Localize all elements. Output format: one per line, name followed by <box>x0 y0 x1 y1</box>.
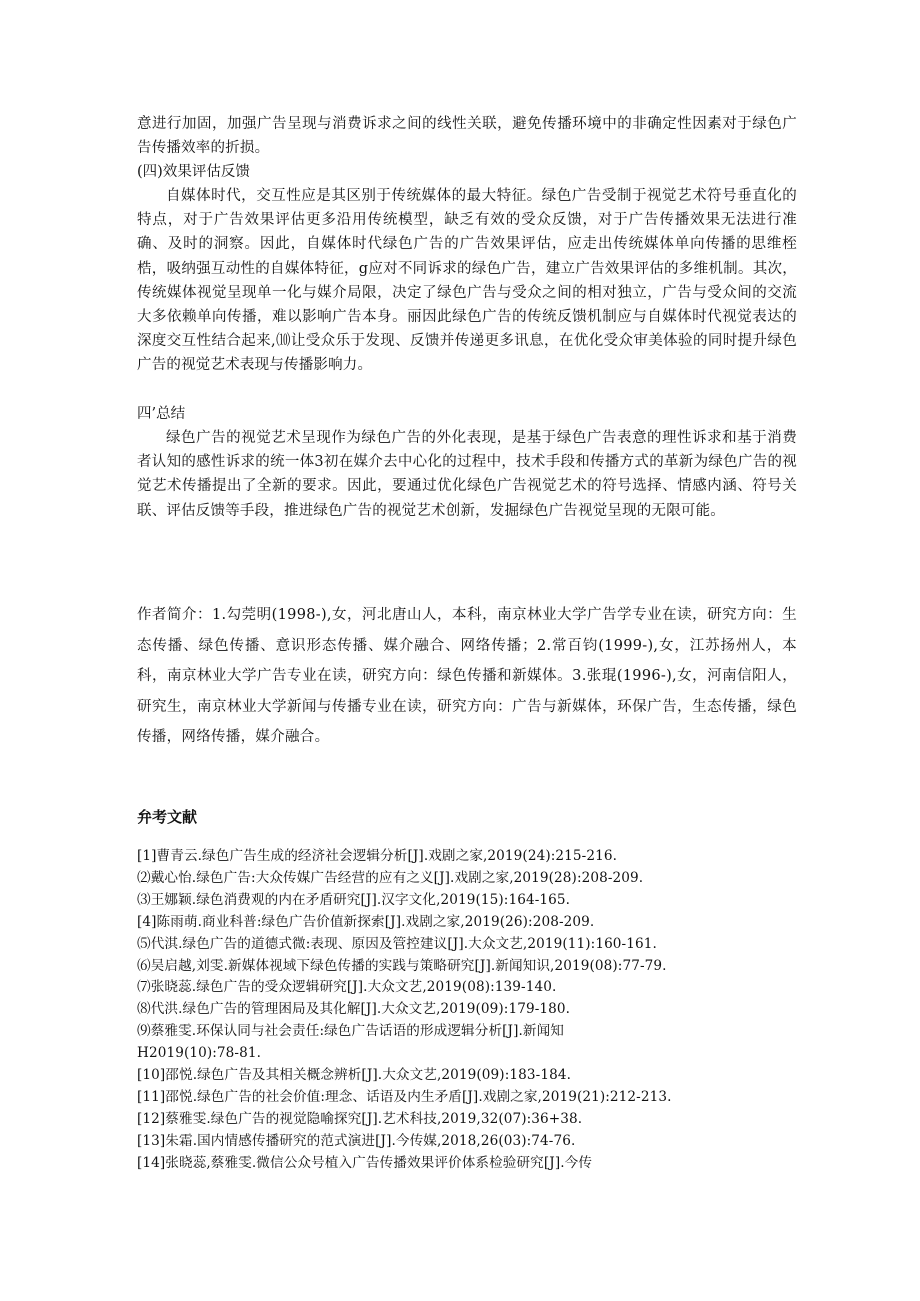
subsection-heading-effect-evaluation: (四)效果评估反馈 <box>137 164 250 180</box>
section-heading-summary: 四’总结 <box>137 406 186 422</box>
reference-item: H2019(10):78-81. <box>137 1045 262 1062</box>
author-introduction: 作者简介：1.勾莞明(1998-),女，河北唐山人，本科，南京林业大学广告学专业在读，研究方向：生态传播、绿色传播、意识形态传播、媒介融合、网络传播；2.常百钧(1999-),女，江苏扬州人，本科，南京林业大学广告专业在读，研究方向：绿色传播和新媒体。3.张琨(1996-),女，河南信阳人，研究生，南京林业大学新闻与传播专业在读，研究方向：广告与新媒体，环保广告，生态传播，绿色传播，网络传播，媒介融合。 <box>137 607 797 745</box>
reference-item: [4]陈雨萌.商业科普:绿色广告价值新探索[J].戏剧之家,2019(26):208-209. <box>137 913 595 930</box>
reference-item: [14]张晓蕊,蔡雅雯.微信公众号植入广告传播效果评价体系检验研究[J].今传 <box>137 1154 593 1171</box>
reference-item: ⑼蔡雅雯.环保认同与社会责任:绿色广告话语的形成逻辑分析[J].新闻知 <box>137 1023 564 1040</box>
reference-item: ⑶王娜颖.绿色消费观的内在矛盾研究[J].汉字文化,2019(15):164-165. <box>137 891 571 908</box>
reference-list <box>137 846 817 1175</box>
section3-continuation: 意进行加固，加强广告呈现与消费诉求之间的线性关联，避免传播环境中的非确定性因素对于绿色广告传播效率的折损。 <box>137 116 797 157</box>
reference-item: ⑸代淇.绿色广告的道德式微:表现、原因及管控建议[J].大众文艺,2019(11):160-161. <box>137 935 657 952</box>
summary-paragraph: 绿色广告的视觉艺术呈现作为绿色广告的外化表现，是基于绿色广告表意的理性诉求和基于消费者认知的感性诉求的统一体3初在媒介去中心化的过程中，技术手段和传播方式的革新为绿色广告的视觉艺术传播提出了全新的要求。因此，要通过优化绿色广告视觉艺术的符号选择、情感内涵、符号关联、评估反馈等手段，推进绿色广告的视觉艺术创新，发掘绿色广告视觉呈现的无限可能。 <box>137 430 797 519</box>
reference-item: ⑵戴心怡.绿色广告:大众传媒广告经营的应有之义[J].戏剧之家,2019(28):208-209. <box>137 869 644 886</box>
reference-item: ⑹吴启越,刘雯.新媒体视域下绿色传播的实践与策略研究[J].新闻知识,2019(08):77-79. <box>137 957 667 974</box>
reference-item: [1]曹青云.绿色广告生成的经济社会逻辑分析[J].戏剧之家,2019(24):215-216. <box>137 848 618 864</box>
reference-item: [12]蔡雅雯.绿色广告的视觉隐喻探究[J].艺术科技,2019,32(07):36+38. <box>137 1110 583 1127</box>
reference-item: ⑻代洪.绿色广告的管理困局及其化解[J].大众文艺,2019(09):179-180. <box>137 1001 571 1018</box>
reference-item: [13]朱霜.国内情感传播研究的范式演进[J].今传媒,2018,26(03):74-76. <box>137 1132 576 1149</box>
reference-item: ⑺张晓蕊.绿色广告的受众逻辑研究[J].大众文艺,2019(08):139-140. <box>137 979 557 996</box>
effect-evaluation-paragraph: 自媒体时代，交互性应是其区别于传统媒体的最大特征。绿色广告受制于视觉艺术符号垂直化的特点，对于广告效果评估更多沿用传统模型，缺乏有效的受众反馈，对于广告传播效果无法进行准确、及时的洞察。因此，自媒体时代绿色广告的广告效果评估，应走出传统媒体单向传播的思维桎梏，吸纳强互动性的自媒体特征，g应对不同诉求的绿色广告，建立广告效果评估的多维机制。其次，传统媒体视觉呈现单一化与媒介局限，决定了绿色广告与受众之间的相对独立，广告与受众间的交流大多依赖单向传播，难以影响广告本身。丽因此绿色广告的传统反馈机制应与自媒体时代视觉表达的深度交互性结合起来,⑽让受众乐于发现、反馈并传递更多讯息，在优化受众审美体验的同时提升绿色广告的视觉艺术表现与传播影响力。 <box>137 188 797 374</box>
reference-item: [10]邵悦.绿色广告及其相关概念辨析[J].大众文艺,2019(09):183-184. <box>137 1067 571 1084</box>
reference-item: [11]邵悦.绿色广告的社会价值:理念、话语及内生矛盾[J].戏剧之家,2019(21):212-213. <box>137 1088 672 1105</box>
references-title: 弁考文献 <box>137 808 198 826</box>
